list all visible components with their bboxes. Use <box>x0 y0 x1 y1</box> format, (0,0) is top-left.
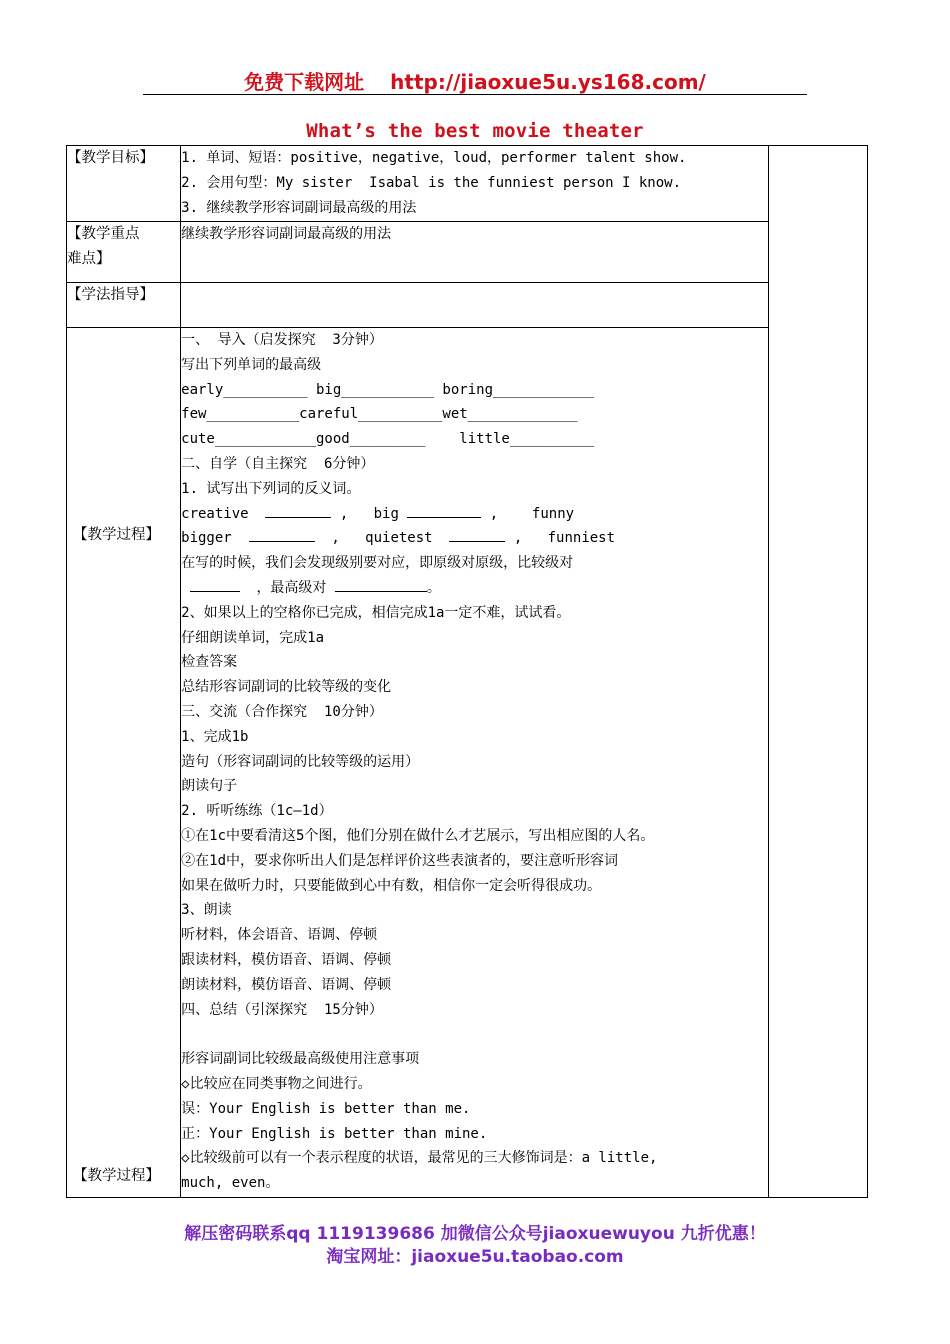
answer-blank[interactable] <box>265 503 331 518</box>
compare-line-2 <box>181 576 768 601</box>
method-row <box>67 283 868 328</box>
word-big: big <box>373 505 399 522</box>
key-points-label-line2: 难点】 <box>67 251 111 267</box>
process-line: 总结形容词副词的比较等级的变化 <box>181 679 392 696</box>
process-line: 朗读句子 <box>181 778 238 795</box>
process-content <box>181 328 769 1198</box>
answer-blank[interactable] <box>190 577 240 592</box>
process-line <box>181 1022 768 1047</box>
process-line: ②在1d中，要求你听出人们是怎样评价这些表演者的，要注意听形容词 <box>181 852 618 869</box>
antonyms-row-2: bigger , quietest , funniest <box>181 526 768 551</box>
process-line: 仔细朗读单词，完成1a <box>181 629 324 646</box>
process-line: 2. 听听练练（1c—1d） <box>181 803 333 820</box>
side-column <box>768 146 867 1198</box>
header-free-download: 免费下载网址 <box>244 70 365 94</box>
process-line: ◇比较级前可以有一个表示程度的状语，最常见的三大修饰词是：a little, <box>181 1150 658 1167</box>
process-line: much, even。 <box>181 1175 280 1192</box>
process-line: 三、交流（合作探究 10分钟） <box>181 703 383 720</box>
answer-blank[interactable] <box>407 503 481 518</box>
word-bigger: bigger <box>181 530 232 547</box>
process-line: 1、完成1b <box>181 728 249 745</box>
objectives-row <box>67 146 868 222</box>
answer-blank[interactable] <box>249 527 315 542</box>
process-line: 跟读材料，模仿语音、语调、停顿 <box>181 951 392 968</box>
method-label: 【学法指导】 <box>67 283 181 328</box>
process-label-continued: 【教学过程】 <box>73 1168 160 1184</box>
word-creative: creative <box>181 505 249 522</box>
process-line: 误：Your English is better than me. <box>181 1100 471 1117</box>
process-row <box>67 328 868 1198</box>
key-points-content <box>181 222 769 283</box>
process-line: 写出下列单词的最高级 <box>181 356 322 373</box>
footer-contact: 解压密码联系qq 1119139686 加微信公众号jiaoxuewuyou 九折优惠！ <box>184 1224 766 1244</box>
footer-taobao-link[interactable]: 淘宝网址：jiaoxue5u.taobao.com <box>326 1247 624 1267</box>
header-url[interactable]: http://jiaoxue5u.ys168.com/ <box>390 70 706 94</box>
lesson-plan-table <box>66 145 868 1198</box>
antonyms-row-1: creative , big , funny <box>181 502 768 527</box>
process-line: 检查答案 <box>181 654 238 671</box>
fill-in-line: early__________ big___________ boring____________ <box>181 381 595 398</box>
objective-line: 3. 继续教学形容词副词最高级的用法 <box>181 199 417 216</box>
answer-blank[interactable] <box>449 527 505 542</box>
process-line: 一、 导入（启发探究 3分钟） <box>181 332 383 348</box>
process-label-cell <box>67 328 181 1198</box>
process-line: 听材料，体会语音、语调、停顿 <box>181 927 378 944</box>
process-line: 四、总结（引深探究 15分钟） <box>181 1001 383 1018</box>
word-funny: funny <box>531 505 575 522</box>
process-line: 1. 试写出下列词的反义词。 <box>181 480 361 497</box>
process-label: 【教学过程】 <box>73 527 160 543</box>
fill-in-line: few___________careful__________wet_____________ <box>181 406 578 423</box>
process-line: ①在1c中要看清这5个图，他们分别在做什么才艺展示，写出相应图的人名。 <box>181 827 655 844</box>
process-line: 2、如果以上的空格你已完成，相信完成1a一定不难，试试看。 <box>181 604 571 621</box>
header-download-link[interactable] <box>0 66 950 95</box>
lesson-title: What’s the best movie theater <box>306 120 644 142</box>
process-line: ◇比较应在同类事物之间进行。 <box>181 1075 372 1092</box>
process-line: 造句（形容词副词的比较等级的运用） <box>181 753 420 770</box>
process-line: 二、自学（自主探究 6分钟） <box>181 455 375 472</box>
key-points-label-line1: 【教学重点 <box>67 226 140 242</box>
objectives-label: 【教学目标】 <box>67 146 181 222</box>
objectives-content <box>181 146 769 222</box>
key-points-row <box>67 222 868 283</box>
process-line: 朗读材料，模仿语音、语调、停顿 <box>181 976 392 993</box>
key-points-label <box>67 222 181 283</box>
objective-line: 2. 会用句型：My sister Isabal is the funniest person I know. <box>181 174 682 191</box>
process-line: 正：Your English is better than mine. <box>181 1125 488 1142</box>
process-line: 形容词副词比较级最高级使用注意事项 <box>181 1051 420 1068</box>
process-line: 3、朗读 <box>181 902 232 919</box>
process-line: 在写的时候，我们会发现级别要对应，即原级对原级，比较级对 <box>181 555 574 572</box>
word-quietest: quietest <box>365 530 433 547</box>
compare-text: ，最高级对 <box>256 579 327 596</box>
key-points-text: 继续教学形容词副词最高级的用法 <box>181 226 392 242</box>
process-line: 如果在做听力时，只要能做到心中有数，相信你一定会听得很成功。 <box>181 877 602 894</box>
compare-period: 。 <box>426 579 441 596</box>
objective-line: 1. 单词、短语：positive，negative，loud，performer talent show. <box>181 150 687 166</box>
answer-blank[interactable] <box>335 577 427 592</box>
method-content <box>181 283 769 328</box>
word-funniest: funniest <box>547 530 616 547</box>
fill-in-line: cute____________good_________ little__________ <box>181 431 595 448</box>
header-divider <box>143 94 807 95</box>
